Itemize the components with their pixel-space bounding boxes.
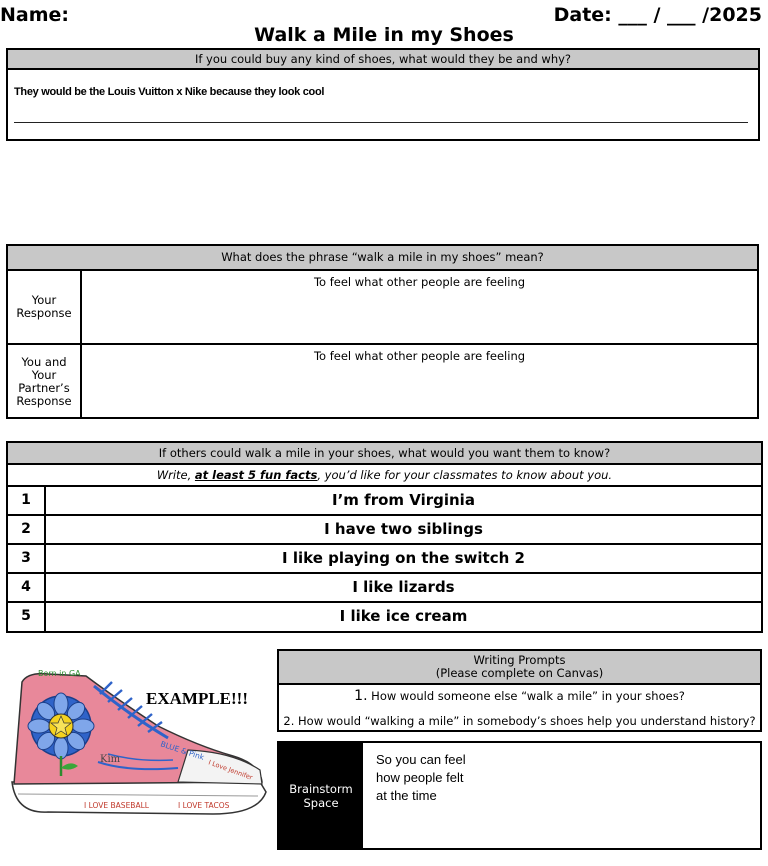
partner-response-label: You and Your Partner’s Response	[8, 345, 82, 419]
fact-number: 4	[8, 574, 46, 601]
your-response-field[interactable]: To feel what other people are feeling	[313, 275, 526, 289]
phrase-meaning-table	[6, 244, 759, 419]
fact-row	[8, 603, 761, 632]
fact-number: 1	[8, 487, 46, 514]
fact-text-field[interactable]: I like ice cream	[339, 607, 468, 625]
fact-text-field[interactable]: I like playing on the switch 2	[282, 549, 525, 567]
fun-facts-emphasis: at least 5 fun facts	[194, 468, 318, 482]
fact-text-field[interactable]: I have two siblings	[324, 520, 483, 538]
doodle-text: BLUE & Pink	[159, 739, 206, 762]
writing-prompt-1: 1. How would someone else “walk a mile” in your shoes?	[354, 688, 685, 704]
partner-response-row	[8, 343, 757, 419]
writing-prompt-2: 2. How would “walking a mile” in somebody’s shoes help you understand history?	[283, 714, 756, 728]
fact-number: 5	[8, 603, 46, 632]
shoes-question-box	[6, 48, 760, 141]
page-title: Walk a Mile in my Shoes	[254, 24, 514, 46]
shoes-answer-field[interactable]: They would be the Louis Vuitton x Nike because they look cool	[14, 86, 325, 98]
your-response-label: Your Response	[8, 271, 82, 343]
writing-prompts-subtitle: (Please complete on Canvas)	[435, 666, 604, 680]
name-label: Name:	[0, 4, 70, 26]
date-label: Date: ___ / ___ /2025	[553, 4, 762, 26]
fact-row	[8, 516, 761, 545]
fact-row	[8, 487, 761, 516]
fun-facts-table	[6, 441, 763, 633]
partner-response-field[interactable]: To feel what other people are feeling	[313, 349, 526, 363]
phrase-meaning-prompt: What does the phrase “walk a mile in my shoes” mean?	[8, 246, 757, 271]
fun-facts-prompt: If others could walk a mile in your shoes, what would you want them to know?	[8, 443, 761, 465]
brainstorm-label: Brainstorm Space	[279, 743, 363, 848]
example-label: EXAMPLE!!!	[146, 689, 248, 708]
your-response-row	[8, 269, 757, 343]
shoes-question-prompt: If you could buy any kind of shoes, what would they be and why?	[8, 50, 758, 70]
doodle-text: I Love Jennifer	[207, 758, 254, 782]
brainstorm-box	[277, 741, 762, 850]
doodle-text: Born in GA	[38, 669, 81, 678]
fact-text-field[interactable]: I’m from Virginia	[332, 491, 475, 509]
writing-prompts-title: Writing Prompts	[473, 653, 566, 667]
brainstorm-notes-field[interactable]: So you can feel how people felt at the time	[376, 752, 466, 803]
example-shoe-illustration	[8, 664, 270, 824]
fun-facts-instruction: Write, at least 5 fun facts, you’d like for your classmates to know about you.	[8, 465, 761, 487]
doodle-text: I LOVE TACOS	[178, 801, 230, 810]
doodle-text: Kim	[100, 754, 121, 765]
fact-number: 2	[8, 516, 46, 543]
fact-row	[8, 545, 761, 574]
writing-prompts-header	[279, 651, 760, 685]
answer-underline	[14, 122, 748, 123]
doodle-text: I LOVE BASEBALL	[84, 801, 149, 810]
fact-text-field[interactable]: I like lizards	[352, 578, 455, 596]
fact-row	[8, 574, 761, 603]
writing-prompts-box	[277, 649, 762, 732]
fact-number: 3	[8, 545, 46, 572]
